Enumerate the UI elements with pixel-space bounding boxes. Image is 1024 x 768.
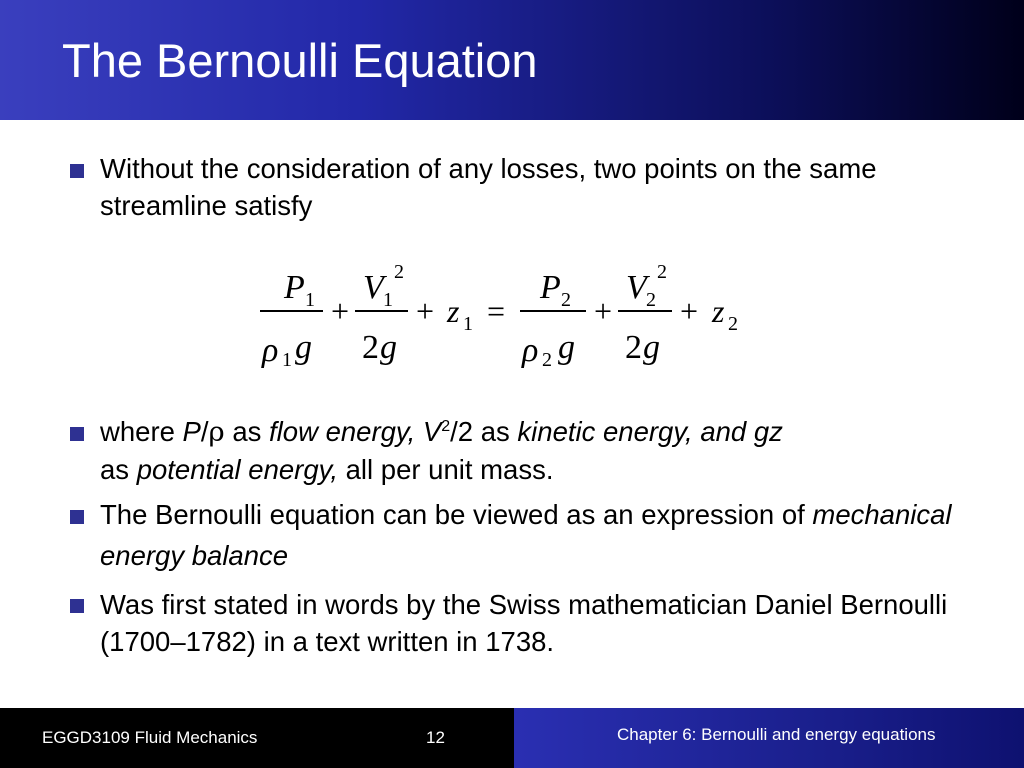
eq-z1: z [447,293,460,329]
eq-g: g [643,329,660,366]
symbol-rho: ρ [208,416,225,448]
eq-equals: = [487,293,506,329]
term-kinetic-energy: kinetic energy, and gz [517,416,783,447]
text-span: /2 as [450,416,518,447]
eq-sub-2: 2 [542,349,552,371]
eq-z2: z [712,293,725,329]
eq-two: 2 [625,329,642,366]
eq-sub-2: 2 [646,289,656,311]
term-potential-energy: potential energy, [136,454,338,485]
term-flow-energy: flow energy, V [269,416,442,447]
text-span: as [224,416,270,447]
eq-V1: V [363,269,384,306]
text-span: / [200,416,209,447]
eq-sub-2: 2 [561,289,571,311]
eq-plus: + [594,293,613,329]
bullet-history [70,586,960,660]
eq-plus: + [680,293,699,329]
symbol-p: P [182,416,201,447]
eq-sup-2: 2 [657,261,667,283]
eq-plus: + [416,293,435,329]
text-span: as [100,454,137,485]
bullet-square-icon [70,599,84,613]
bullet-square-icon [70,164,84,178]
eq-g: g [558,329,575,366]
eq-P2: P [540,269,561,306]
text-span: The Bernoulli equation can be viewed as an expression of [100,499,813,530]
bullet-energy-balance [70,494,960,576]
bullet-losses [70,150,960,224]
bullet-energy-terms [70,413,960,488]
eq-rho1: ρ [262,332,279,369]
eq-rho2: ρ [522,332,539,369]
text-span: all per unit mass. [337,454,554,485]
bullet-square-icon [70,510,84,524]
eq-sub-1: 1 [305,289,315,311]
bullet-text: Without the consideration of any losses, two points on the same streamline satisfy [100,153,877,221]
bullet-text [100,413,960,488]
eq-g: g [295,329,312,366]
slide-title: The Bernoulli Equation [62,34,538,87]
eq-g: g [380,329,397,366]
footer-course: EGGD3109 Fluid Mechanics [42,728,258,747]
eq-plus: + [331,293,350,329]
bullet-square-icon [70,427,84,441]
eq-sub-1: 1 [282,349,292,371]
eq-P1: P [284,269,305,306]
superscript: 2 [441,417,451,435]
eq-sub-1: 1 [463,313,473,335]
footer-chapter-panel [514,708,1024,768]
text-span: where [100,416,183,447]
footer [0,708,1024,768]
bernoulli-equation [250,258,770,378]
footer-chapter: Chapter 6: Bernoulli and energy equations [617,725,936,744]
eq-sub-1: 1 [383,289,393,311]
term-mechanical-energy-balance: mechanical energy balance [100,499,952,571]
eq-two: 2 [362,329,379,366]
eq-sub-2: 2 [728,313,738,335]
bullet-text: Was first stated in words by the Swiss mathematician Daniel Bernoulli (1700–1782) in a text written in 1738. [100,589,948,657]
bullet-text [100,494,960,576]
footer-page-number: 12 [426,728,445,747]
eq-V2: V [626,269,647,306]
eq-sup-2: 2 [394,261,404,283]
